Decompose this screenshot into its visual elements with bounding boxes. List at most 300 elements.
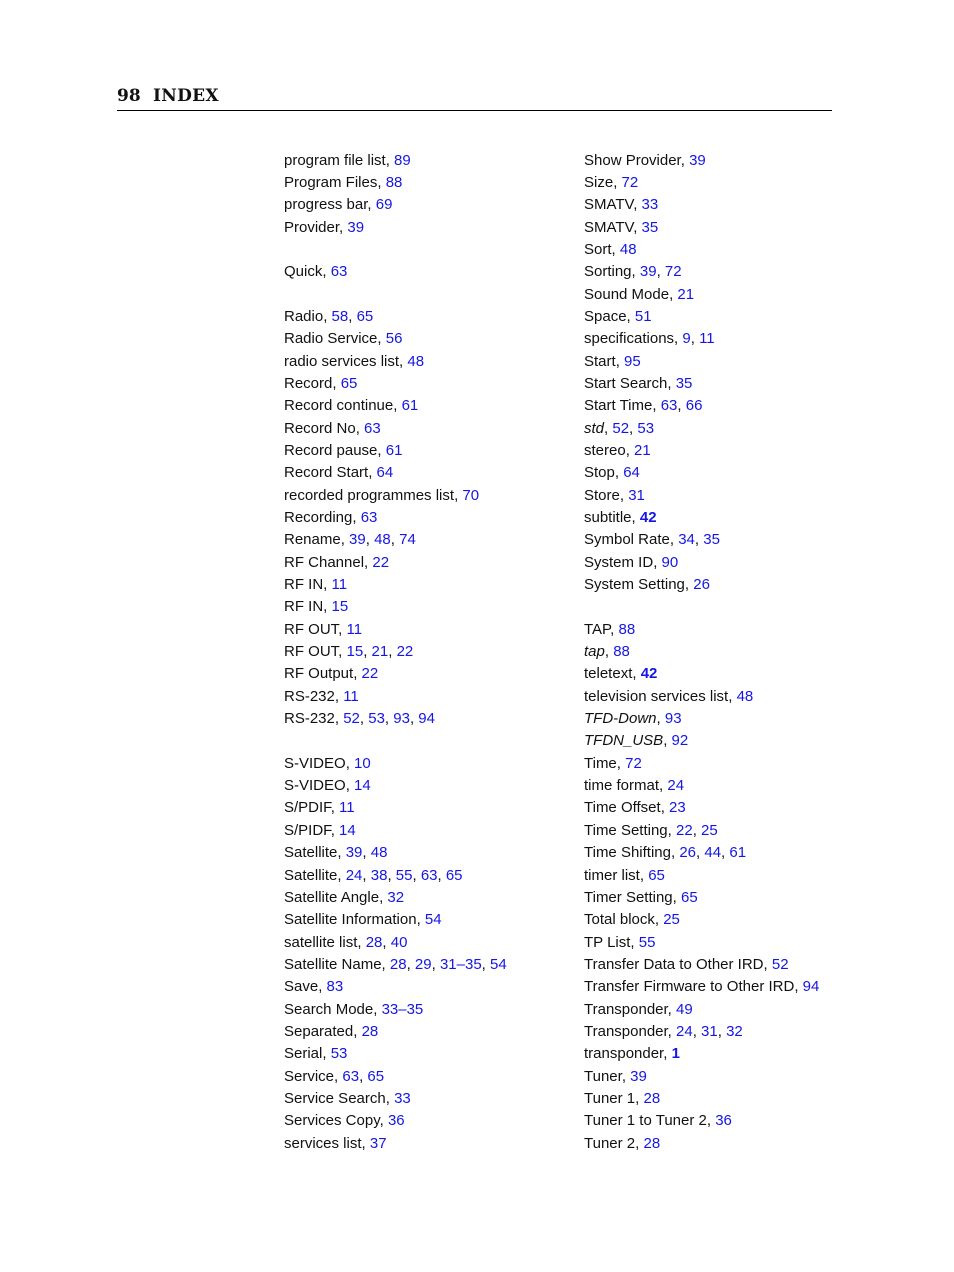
page-reference-link[interactable]: 21: [371, 643, 389, 661]
page-reference-link[interactable]: 48: [736, 687, 754, 705]
page-reference-link[interactable]: 26: [679, 844, 697, 862]
page-reference-link[interactable]: 64: [376, 464, 394, 482]
page-reference-link[interactable]: 33: [394, 1089, 411, 1107]
index-term: subtitle: [584, 509, 632, 526]
index-term: time format: [584, 777, 660, 795]
ref-separator: ,: [615, 352, 625, 370]
ref-separator: ,: [377, 441, 386, 459]
index-entry: [584, 887, 844, 909]
index-entry: [584, 485, 844, 507]
page-reference-link[interactable]: 44: [704, 844, 722, 862]
ref-separator: ,: [604, 643, 614, 661]
index-entry: [284, 395, 574, 417]
index-entry: [584, 574, 844, 596]
page-reference-link[interactable]: 64: [623, 464, 640, 482]
ref-separator: ,: [670, 844, 680, 862]
page-reference-link[interactable]: 61: [385, 441, 403, 459]
index-term: RF OUT: [284, 643, 339, 661]
page-number: 98: [117, 86, 141, 106]
ref-separator: ,: [385, 1089, 395, 1107]
page-reference-link[interactable]: 24: [345, 866, 363, 884]
page-reference-link[interactable]: 28: [643, 1089, 661, 1107]
ref-separator: ,: [363, 643, 372, 661]
page-reference-link[interactable]: 34: [678, 531, 695, 549]
page-reference-link[interactable]: 26: [693, 576, 710, 594]
page-reference-link[interactable]: 25: [663, 911, 680, 929]
page-reference-link[interactable]: 74: [399, 531, 416, 549]
index-entry: [284, 529, 574, 551]
index-term: Radio: [284, 307, 324, 325]
ref-separator: ,: [611, 240, 620, 258]
index-entry: [284, 306, 574, 328]
page-reference-link[interactable]: 88: [613, 643, 630, 661]
index-term: Satellite: [284, 866, 338, 884]
index-entry: [584, 641, 844, 663]
index-entry: [284, 1110, 574, 1132]
page-reference-link[interactable]: 33–35: [381, 1000, 424, 1018]
index-entry: [284, 1066, 574, 1088]
index-term: SMATV: [584, 218, 634, 236]
index-entry: [584, 507, 844, 529]
index-term: Satellite Information: [284, 911, 417, 929]
page-reference-link[interactable]: 39: [689, 151, 706, 169]
index-term: Services Copy: [284, 1112, 380, 1130]
page-reference-link[interactable]: 37: [369, 1134, 387, 1152]
ref-separator: ,: [667, 374, 676, 392]
index-entry: [584, 150, 844, 172]
page-reference-link[interactable]: 54: [424, 911, 442, 929]
ref-separator: ,: [437, 866, 446, 884]
ref-separator: ,: [377, 330, 386, 348]
page-reference-link[interactable]: 61: [401, 397, 419, 415]
page-reference-link[interactable]: 10: [354, 754, 371, 772]
index-term: Space: [584, 307, 627, 325]
page-reference-link[interactable]: 52: [771, 955, 789, 973]
ref-separator: ,: [626, 307, 635, 325]
ref-separator: ,: [345, 777, 355, 795]
page-reference-link[interactable]: 52: [612, 419, 630, 437]
page-reference-link[interactable]: 93: [664, 710, 682, 728]
index-term: tap: [584, 643, 605, 661]
index-term: RF Output: [284, 665, 354, 683]
index-entry: [584, 284, 844, 306]
page-reference-link[interactable]: 72: [664, 263, 682, 281]
page-reference-link[interactable]: 65: [648, 866, 665, 884]
page-reference-link[interactable]: 49: [676, 1000, 693, 1018]
page-reference-link[interactable]: 9: [682, 330, 691, 348]
ref-separator: ,: [613, 173, 622, 191]
page-reference-link[interactable]: 65: [367, 1067, 385, 1085]
index-entry: [584, 373, 844, 395]
ref-separator: ,: [763, 955, 772, 973]
index-entry: [284, 954, 574, 976]
ref-separator: ,: [625, 441, 635, 459]
page-reference-link[interactable]: 22: [676, 821, 693, 839]
index-entry: [584, 462, 844, 484]
page-reference-link[interactable]: 31: [701, 1022, 718, 1040]
page-reference-link[interactable]: 63: [330, 263, 348, 281]
page-reference-link[interactable]: 48: [619, 240, 637, 258]
ref-separator: ,: [652, 397, 661, 415]
index-entry: [584, 239, 844, 261]
page-reference-link[interactable]: 25: [701, 821, 718, 839]
page-reference-link[interactable]: 93: [393, 710, 410, 728]
page-reference-link[interactable]: 11: [343, 687, 359, 705]
index-term: RS-232: [284, 710, 335, 728]
ref-separator: ,: [345, 754, 355, 772]
index-term: Time Shifting: [584, 844, 671, 862]
ref-separator: ,: [340, 531, 350, 549]
index-entry: [584, 418, 844, 440]
ref-separator: ,: [663, 1045, 672, 1063]
ref-separator: ,: [717, 1022, 727, 1040]
page-reference-link[interactable]: 58: [331, 307, 349, 325]
page-reference-link[interactable]: 61: [729, 844, 747, 862]
index-term: S/PDIF: [284, 799, 331, 817]
index-entry: [584, 932, 844, 954]
ref-separator: ,: [353, 665, 362, 683]
index-term: Record Start: [284, 464, 369, 482]
ref-separator: ,: [361, 1134, 370, 1152]
ref-separator: ,: [604, 419, 613, 437]
index-term: S/PIDF: [284, 821, 331, 839]
ref-separator: ,: [696, 844, 705, 862]
page-reference-link[interactable]: 11: [331, 576, 348, 594]
ref-separator: ,: [680, 151, 690, 169]
page-reference-link[interactable]: 65: [340, 374, 358, 392]
page-reference-link[interactable]: 94: [418, 710, 435, 728]
index-term: Record No: [284, 419, 356, 437]
index-entry: [284, 842, 574, 864]
index-term: Stop: [584, 464, 615, 482]
index-term: progress bar: [284, 196, 368, 214]
index-term: System Setting: [584, 576, 685, 594]
ref-separator: ,: [330, 799, 340, 817]
page-reference-link[interactable]: 53: [330, 1045, 348, 1063]
ref-separator: ,: [338, 620, 347, 638]
page-reference-link[interactable]: 55: [638, 933, 656, 951]
ref-separator: ,: [385, 151, 395, 169]
ref-separator: ,: [632, 665, 641, 683]
page-reference-link[interactable]: 33: [641, 196, 659, 214]
page-reference-link[interactable]: 11: [339, 799, 355, 817]
index-term: Provider: [284, 218, 340, 236]
ref-separator: ,: [334, 710, 344, 728]
index-entry: [284, 261, 574, 283]
ref-separator: ,: [348, 307, 357, 325]
page-reference-link[interactable]: 21: [634, 441, 651, 459]
index-term: Search Mode: [284, 1000, 374, 1018]
ref-separator: ,: [656, 710, 665, 728]
index-entry: [284, 663, 574, 685]
page-reference-link[interactable]: 72: [621, 173, 639, 191]
index-entry: [284, 865, 574, 887]
index-entry: [584, 552, 844, 574]
ref-separator: ,: [377, 173, 386, 191]
page-reference-link[interactable]: 53: [637, 419, 655, 437]
page-reference-link[interactable]: 11: [699, 330, 715, 348]
ref-separator: ,: [616, 754, 626, 772]
page-reference-link[interactable]: 65: [356, 307, 374, 325]
index-entry: [284, 552, 574, 574]
index-term: recorded programmes list: [284, 486, 455, 504]
page-reference-link[interactable]: 24: [667, 777, 685, 795]
page-reference-link[interactable]: 66: [685, 397, 703, 415]
ref-separator: ,: [323, 576, 332, 594]
ref-separator: ,: [694, 531, 704, 549]
page-reference-link[interactable]: 29: [414, 955, 432, 973]
page-reference-link[interactable]: 69: [375, 196, 393, 214]
index-entry: [584, 865, 844, 887]
index-term: Record pause: [284, 441, 378, 459]
index-entry: [284, 887, 574, 909]
index-term: teletext: [584, 665, 633, 683]
page-reference-link[interactable]: 22: [396, 643, 414, 661]
page-reference-link[interactable]: 28: [361, 1022, 379, 1040]
index-term: Timer Setting: [584, 888, 673, 906]
page-reference-link[interactable]: 39: [347, 218, 365, 236]
page-reference-link[interactable]: 1: [671, 1045, 680, 1063]
index-entry: [584, 686, 844, 708]
index-entry: [284, 797, 574, 819]
index-term: Tuner: [584, 1067, 622, 1085]
index-entry: [284, 485, 574, 507]
ref-separator: ,: [656, 263, 665, 281]
page-reference-link[interactable]: 52: [343, 710, 360, 728]
ref-separator: ,: [721, 844, 730, 862]
page-reference-link[interactable]: 40: [390, 933, 408, 951]
ref-separator: ,: [794, 978, 803, 996]
index-term: RF Channel: [284, 553, 365, 571]
page-reference-link[interactable]: 23: [669, 799, 686, 817]
ref-separator: ,: [631, 509, 640, 526]
index-term: Sorting: [584, 263, 632, 281]
index-entry: [284, 217, 574, 239]
page-reference-link[interactable]: 65: [680, 888, 698, 906]
page-reference-link[interactable]: 48: [370, 844, 388, 862]
page-reference-link[interactable]: 36: [715, 1112, 732, 1130]
index-term: Start Search: [584, 374, 668, 392]
ref-separator: ,: [323, 598, 332, 616]
index-column-right: [584, 150, 844, 1155]
page-reference-link[interactable]: 70: [462, 486, 480, 504]
ref-separator: ,: [365, 531, 375, 549]
ref-separator: ,: [339, 218, 348, 236]
ref-separator: ,: [379, 888, 388, 906]
index-entry: [284, 373, 574, 395]
page-reference-link[interactable]: 88: [385, 173, 403, 191]
page-reference-link[interactable]: 14: [354, 777, 371, 795]
index-entry: [284, 820, 574, 842]
ref-separator: ,: [690, 330, 700, 348]
page-reference-link[interactable]: 90: [661, 553, 679, 571]
ref-separator: ,: [692, 821, 702, 839]
index-term: Tuner 2: [584, 1134, 636, 1152]
index-term: TFD-Down: [584, 710, 657, 728]
ref-separator: ,: [382, 933, 391, 951]
page-header: [117, 86, 832, 111]
index-term: Show Provider: [584, 151, 681, 169]
ref-separator: ,: [667, 1022, 677, 1040]
ref-separator: ,: [635, 1089, 644, 1107]
index-entry: [584, 1066, 844, 1088]
index-entry: [284, 440, 574, 462]
ref-separator: ,: [669, 285, 678, 303]
ref-separator: ,: [323, 307, 332, 325]
index-term: Time Offset: [584, 799, 661, 817]
index-entry: [584, 820, 844, 842]
page-reference-link[interactable]: 42: [640, 665, 658, 683]
ref-separator: ,: [362, 844, 371, 862]
index-term: Satellite: [284, 844, 338, 862]
ref-separator: ,: [352, 509, 361, 526]
page-reference-link[interactable]: 28: [643, 1134, 661, 1152]
page-reference-link[interactable]: 39: [345, 844, 363, 862]
page-reference-link[interactable]: 92: [671, 732, 689, 750]
index-entry: [284, 775, 574, 797]
index-entry: [584, 1043, 844, 1065]
page-reference-link[interactable]: 88: [618, 620, 636, 638]
index-entry: [584, 395, 844, 417]
page-reference-link[interactable]: 72: [625, 754, 642, 772]
ref-separator: ,: [390, 531, 400, 549]
page-reference-link[interactable]: 15: [346, 643, 364, 661]
index-term: program file list: [284, 151, 386, 169]
ref-separator: ,: [362, 866, 371, 884]
page-reference-link[interactable]: 39: [630, 1067, 647, 1085]
ref-separator: ,: [373, 1000, 382, 1018]
ref-separator: ,: [384, 710, 394, 728]
index-entry: [584, 1021, 844, 1043]
page-reference-link[interactable]: 11: [346, 620, 363, 638]
ref-separator: ,: [672, 888, 681, 906]
page-reference-link[interactable]: 22: [361, 665, 379, 683]
index-entry: [284, 619, 574, 641]
index-term: Satellite Name: [284, 955, 382, 973]
index-entry: [584, 753, 844, 775]
page-reference-link[interactable]: 48: [374, 531, 391, 549]
index-entry: [284, 753, 574, 775]
index-term: std: [584, 419, 605, 437]
index-entry: [584, 976, 844, 998]
index-term: Time Setting: [584, 821, 668, 839]
ref-separator: ,: [334, 687, 344, 705]
page-reference-link[interactable]: 31–35: [439, 955, 482, 973]
ref-separator: ,: [654, 911, 664, 929]
ref-separator: ,: [338, 643, 347, 661]
index-term: Sound Mode: [584, 285, 670, 303]
ref-separator: ,: [431, 955, 440, 973]
page-reference-link[interactable]: 63: [360, 509, 378, 526]
page-reference-link[interactable]: 39: [349, 531, 366, 549]
index-term: RF IN: [284, 576, 324, 594]
index-entry: [584, 1088, 844, 1110]
index-entry: [284, 351, 574, 373]
page-reference-link[interactable]: 51: [634, 307, 652, 325]
page-reference-link[interactable]: 53: [368, 710, 385, 728]
page-reference-link[interactable]: 39: [639, 263, 657, 281]
page-reference-link[interactable]: 63: [420, 866, 438, 884]
ref-separator: ,: [318, 978, 327, 996]
index-entry: [584, 1133, 844, 1155]
ref-separator: ,: [364, 553, 373, 571]
page-reference-link[interactable]: 14: [339, 821, 356, 839]
index-term: Program Files: [284, 173, 378, 191]
page-reference-link[interactable]: 83: [326, 978, 344, 996]
index-term: Service Search: [284, 1089, 386, 1107]
page-reference-link[interactable]: 24: [676, 1022, 693, 1040]
ref-separator: ,: [633, 196, 642, 214]
index-term: Quick: [284, 263, 323, 281]
index-term: RF OUT: [284, 620, 339, 638]
ref-separator: ,: [454, 486, 463, 504]
page-reference-link[interactable]: 38: [370, 866, 388, 884]
page-reference-link[interactable]: 31: [628, 486, 645, 504]
page-reference-link[interactable]: 32: [726, 1022, 743, 1040]
page-reference-link[interactable]: 36: [387, 1112, 405, 1130]
ref-separator: ,: [332, 374, 341, 392]
index-entry: [584, 306, 844, 328]
page-reference-link[interactable]: 42: [639, 509, 657, 526]
ref-separator: ,: [653, 553, 662, 571]
index-term: S-VIDEO: [284, 777, 346, 795]
index-entry: [284, 418, 574, 440]
index-entry: [284, 596, 574, 618]
page-reference-link[interactable]: 65: [445, 866, 463, 884]
index-entry: [584, 351, 844, 373]
ref-separator: ,: [330, 821, 340, 839]
index-term: Sort: [584, 240, 612, 258]
ref-separator: ,: [706, 1112, 716, 1130]
page-reference-link[interactable]: 28: [365, 933, 383, 951]
page-reference-link[interactable]: 28: [389, 955, 407, 973]
ref-separator: ,: [359, 1067, 368, 1085]
ref-separator: ,: [416, 911, 425, 929]
index-term: satellite list: [284, 933, 358, 951]
page-reference-link[interactable]: 63: [660, 397, 678, 415]
page-reference-link[interactable]: 56: [385, 330, 403, 348]
ref-separator: ,: [631, 263, 640, 281]
index-term: Save: [284, 978, 319, 996]
ref-separator: ,: [337, 866, 346, 884]
index-entry: [584, 194, 844, 216]
page-reference-link[interactable]: 48: [407, 352, 425, 370]
page-reference-link[interactable]: 35: [703, 531, 720, 549]
page-reference-link[interactable]: 55: [395, 866, 413, 884]
index-entry: [584, 842, 844, 864]
ref-separator: ,: [368, 464, 377, 482]
page-reference-link[interactable]: 35: [641, 218, 659, 236]
ref-separator: ,: [409, 710, 419, 728]
page-reference-link[interactable]: 95: [624, 352, 641, 370]
index-term: S-VIDEO: [284, 754, 346, 772]
page-reference-link[interactable]: 22: [372, 553, 390, 571]
page-reference-link[interactable]: 63: [364, 419, 381, 437]
page-reference-link[interactable]: 63: [342, 1067, 360, 1085]
page-reference-link[interactable]: 89: [394, 151, 411, 169]
page-reference-link[interactable]: 15: [331, 598, 349, 616]
page-reference-link[interactable]: 54: [490, 955, 507, 973]
index-term: Satellite Angle: [284, 888, 380, 906]
index-term: Service: [284, 1067, 335, 1085]
index-term: Transfer Firmware to Other IRD: [584, 978, 795, 996]
page-reference-link[interactable]: 35: [675, 374, 693, 392]
ref-separator: ,: [399, 352, 408, 370]
page-reference-link[interactable]: 21: [677, 285, 695, 303]
page-reference-link[interactable]: 94: [802, 978, 820, 996]
page-reference-link[interactable]: 32: [387, 888, 405, 906]
ref-separator: ,: [633, 218, 642, 236]
